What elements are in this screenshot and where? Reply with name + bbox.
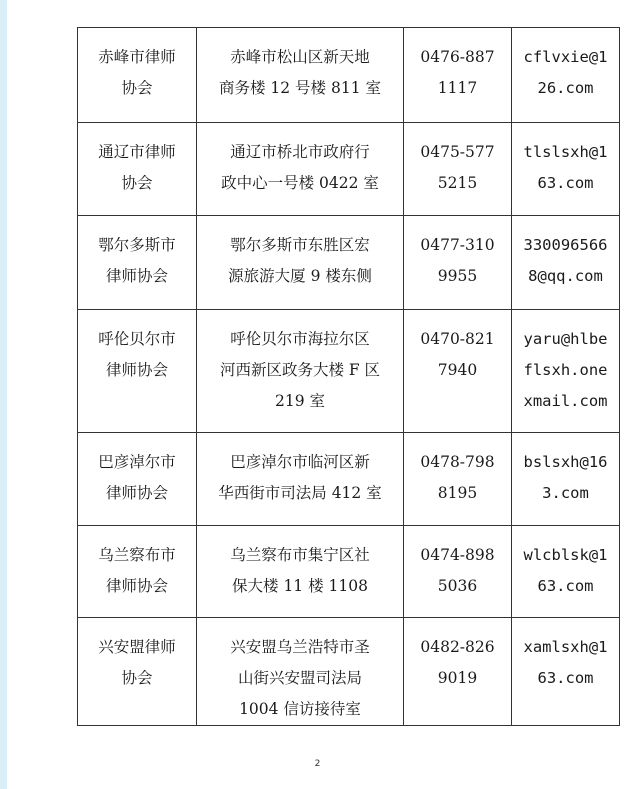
- cell-address: [197, 618, 404, 726]
- email-line: xamlsxh@1: [523, 638, 608, 656]
- address-line: 赤峰市松山区新天地: [230, 48, 370, 66]
- phone-line: 9019: [437, 669, 478, 687]
- cell-name: [78, 618, 197, 726]
- cell-email: [512, 433, 620, 526]
- name-line: 律师协会: [105, 267, 168, 285]
- table-row: [78, 123, 620, 216]
- table-row: [78, 28, 620, 123]
- cell-name: [78, 28, 197, 123]
- cell-name: [78, 310, 197, 433]
- cell-address: [197, 123, 404, 216]
- cell-email: [512, 216, 620, 310]
- email-line: 63.com: [537, 174, 594, 192]
- address-line: 政中心一号楼 0422 室: [221, 174, 379, 192]
- phone-line: 0477-310: [420, 236, 495, 254]
- name-line: 兴安盟律师: [98, 638, 176, 656]
- email-line: wlcblsk@1: [523, 546, 608, 564]
- name-line: 乌兰察布市: [98, 546, 176, 564]
- cell-address: [197, 28, 404, 123]
- phone-line: 5036: [437, 577, 478, 595]
- phone-line: 0478-798: [420, 453, 495, 471]
- lawyer-association-contacts-table: [77, 27, 620, 726]
- name-line: 律师协会: [105, 577, 168, 595]
- address-line: 商务楼 12 号楼 811 室: [218, 79, 382, 97]
- name-line: 协会: [121, 79, 153, 97]
- cell-email: [512, 123, 620, 216]
- email-line: flsxh.one: [523, 361, 608, 379]
- phone-line: 0475-577: [420, 143, 495, 161]
- phone-line: 8195: [437, 484, 478, 502]
- cell-email: [512, 618, 620, 726]
- cell-address: [197, 526, 404, 618]
- address-line: 呼伦贝尔市海拉尔区: [230, 330, 370, 348]
- address-line: 219 室: [274, 392, 325, 410]
- email-line: xmail.com: [523, 392, 608, 410]
- phone-line: 0476-887: [420, 48, 495, 66]
- table-body: [78, 28, 620, 726]
- phone-line: 0474-898: [420, 546, 495, 564]
- email-line: 63.com: [537, 669, 594, 687]
- table-row: [78, 310, 620, 433]
- phone-line: 9955: [437, 267, 478, 285]
- cell-address: [197, 216, 404, 310]
- address-line: 乌兰察布市集宁区社: [230, 546, 370, 564]
- phone-line: 0482-826: [420, 638, 495, 656]
- address-line: 1004 信访接待室: [239, 700, 361, 718]
- email-line: 330096566: [523, 236, 608, 254]
- cell-phone: [404, 433, 512, 526]
- cell-phone: [404, 526, 512, 618]
- name-line: 通辽市律师: [98, 143, 176, 161]
- phone-line: 1117: [437, 79, 478, 97]
- email-line: 26.com: [537, 79, 594, 97]
- address-line: 巴彦淖尔市临河区新: [230, 453, 370, 471]
- cell-address: [197, 310, 404, 433]
- address-line: 华西街市司法局 412 室: [218, 484, 382, 502]
- phone-line: 5215: [437, 174, 478, 192]
- name-line: 巴彦淖尔市: [98, 453, 176, 471]
- email-line: 3.com: [542, 484, 589, 502]
- cell-phone: [404, 216, 512, 310]
- table-row: [78, 618, 620, 726]
- name-line: 律师协会: [105, 361, 168, 379]
- email-line: cflvxie@1: [523, 48, 608, 66]
- cell-name: [78, 526, 197, 618]
- email-line: 8@qq.com: [528, 267, 603, 285]
- name-line: 协会: [121, 669, 153, 687]
- name-line: 律师协会: [105, 484, 168, 502]
- cell-email: [512, 28, 620, 123]
- cell-email: [512, 526, 620, 618]
- address-line: 鄂尔多斯市东胜区宏: [230, 236, 370, 254]
- name-line: 赤峰市律师: [98, 48, 176, 66]
- email-line: 63.com: [537, 577, 594, 595]
- cell-email: [512, 310, 620, 433]
- name-line: 呼伦贝尔市: [98, 330, 176, 348]
- cell-phone: [404, 618, 512, 726]
- address-line: 河西新区政务大楼 F 区: [219, 361, 381, 379]
- cell-name: [78, 216, 197, 310]
- cell-name: [78, 123, 197, 216]
- address-line: 通辽市桥北市政府行: [230, 143, 370, 161]
- cell-phone: [404, 28, 512, 123]
- cell-phone: [404, 310, 512, 433]
- email-line: bslsxh@16: [523, 453, 608, 471]
- table-row: [78, 433, 620, 526]
- address-line: 兴安盟乌兰浩特市圣: [230, 638, 370, 656]
- cell-address: [197, 433, 404, 526]
- table-row: [78, 216, 620, 310]
- address-line: 保大楼 11 楼 1108: [232, 577, 368, 595]
- address-line: 山街兴安盟司法局: [237, 669, 362, 687]
- email-line: tlslsxh@1: [523, 143, 608, 161]
- email-line: yaru@hlbe: [523, 330, 608, 348]
- name-line: 协会: [121, 174, 153, 192]
- address-line: 源旅游大厦 9 楼东侧: [228, 267, 372, 285]
- cell-phone: [404, 123, 512, 216]
- phone-line: 0470-821: [420, 330, 495, 348]
- cell-name: [78, 433, 197, 526]
- phone-line: 7940: [437, 361, 478, 379]
- left-margin-strip: [0, 0, 7, 789]
- table-row: [78, 526, 620, 618]
- page-number: 2: [314, 759, 321, 769]
- name-line: 鄂尔多斯市: [98, 236, 176, 254]
